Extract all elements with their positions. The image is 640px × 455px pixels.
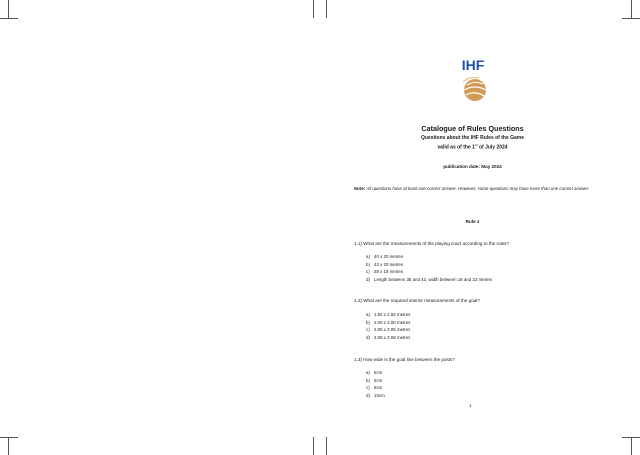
answer-option: [366, 384, 385, 392]
option-letter: c): [366, 385, 370, 391]
option-letter: d): [366, 276, 370, 282]
crop-mark: [0, 437, 18, 438]
option-letter: b): [366, 377, 370, 383]
option-text: 2.08 x 3.08 metres: [374, 334, 411, 340]
crop-mark: [8, 0, 9, 18]
note-text: All questions have at least one correct answer. However, some questions may have more than one correct answer.: [365, 186, 590, 191]
answer-option: [366, 392, 385, 400]
answer-option: [366, 253, 492, 261]
answer-option: [366, 261, 492, 269]
answer-list: [366, 311, 410, 341]
crop-mark: [631, 437, 632, 455]
crop-mark: [622, 437, 640, 438]
crop-mark: [631, 0, 632, 18]
option-text: Length between 38 and 42, width between 18 and 22 metres: [374, 276, 492, 282]
question-1-2: 1.2) What are the required interior measurements of the goal?: [354, 298, 480, 303]
option-letter: b): [366, 261, 370, 267]
note-label: Note:: [354, 186, 366, 191]
ihf-logo-text: IHF: [461, 57, 485, 73]
option-text: 1.92 x 2.92 metres: [374, 312, 411, 317]
document-page: [330, 0, 615, 455]
option-text: 40 x 20 metres: [374, 254, 404, 259]
crop-mark: [622, 18, 640, 19]
answer-option: [366, 334, 410, 342]
answer-option: [366, 311, 410, 319]
option-letter: a): [366, 254, 370, 259]
answer-option: [366, 268, 492, 276]
option-letter: b): [366, 319, 370, 325]
crop-mark: [326, 437, 327, 455]
answer-list: [366, 369, 385, 399]
question-1-3: 1.3) How wide is the goal line between the posts?: [354, 357, 455, 362]
option-text: 8cm: [374, 385, 383, 391]
option-text: 2.00 x 3.00 metres: [374, 319, 411, 325]
option-letter: a): [366, 370, 370, 375]
page-number: 1: [469, 403, 472, 408]
answer-list: [366, 253, 492, 283]
crop-mark: [313, 0, 314, 18]
option-letter: c): [366, 327, 370, 333]
document-title: Catalogue of Rules Questions: [421, 124, 524, 133]
option-text: 5cm: [374, 370, 383, 375]
crop-mark: [313, 437, 314, 455]
answer-option: [366, 369, 385, 377]
option-letter: a): [366, 312, 370, 317]
answer-option: [366, 377, 385, 385]
question-1-1: 1.1) What are the measurements of the playing court according to the rules?: [354, 241, 509, 246]
option-letter: d): [366, 392, 370, 398]
option-letter: c): [366, 269, 370, 275]
publication-date: publication date: May 2024: [443, 164, 502, 169]
option-text: 10cm: [374, 392, 385, 398]
option-letter: d): [366, 334, 370, 340]
answer-option: [366, 326, 410, 334]
option-text: 38 x 18 metres: [374, 269, 404, 275]
answer-option: [366, 319, 410, 327]
crop-mark: [0, 18, 18, 19]
option-text: 42 x 20 metres: [374, 261, 404, 267]
option-text: 2.05 x 3.05 metres: [374, 327, 411, 333]
crop-mark: [8, 437, 9, 455]
crop-mark: [326, 0, 327, 18]
document-subtitle: Questions about the IHF Rules of the Game: [420, 135, 525, 141]
option-text: 6cm: [374, 377, 383, 383]
validity-line: valid as of the 1st of July 2024: [437, 143, 508, 151]
rule-heading: Rule 1: [465, 219, 480, 224]
answer-option: [366, 276, 492, 284]
note-paragraph: [354, 186, 602, 192]
